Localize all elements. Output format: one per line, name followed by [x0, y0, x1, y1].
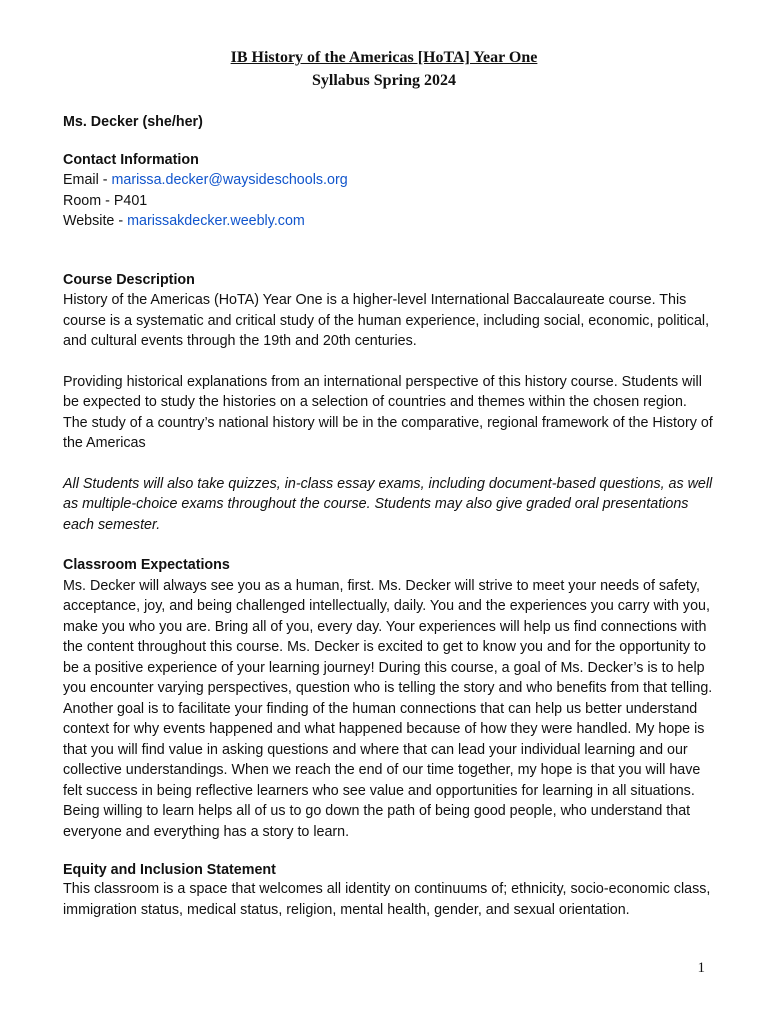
page-number: 1	[697, 960, 705, 976]
equity-paragraph: This classroom is a space that welcomes all identity on continuums of; ethnicity, socio-economic class, immigration status, medical status, religion, mental health, gender, and sexual orientation.	[63, 881, 711, 918]
room-line: Room - P401	[63, 192, 148, 209]
course-description-paragraph-1: History of the Americas (HoTA) Year One is a higher-level International Baccalaureate course. This course is a systematic and critical study of the human experience, including social, economic, political, and cultural events through the 19th and 20th centuries.	[63, 292, 710, 349]
course-description-paragraph-2: Providing historical explanations from an international perspective of this history course. Students will be expected to study the histories on a selection of countries and themes within the chosen region. The study of a country’s national history will be in the comparative, regional framework of the History of the Americas	[63, 373, 713, 451]
equity-heading: Equity and Inclusion Statement	[63, 862, 276, 878]
document-title-block	[0, 46, 768, 92]
document-body	[63, 112, 713, 920]
document-subtitle: Syllabus Spring 2024	[311, 72, 457, 89]
email-label: Email -	[63, 172, 112, 188]
classroom-expectations-heading: Classroom Expectations	[63, 557, 230, 573]
course-description-heading: Course Description	[63, 271, 195, 288]
website-link[interactable]: marissakdecker.weebly.com	[127, 213, 305, 229]
contact-email-line	[63, 170, 713, 191]
classroom-expectations-paragraph: Ms. Decker will always see you as a human, first. Ms. Decker will strive to meet your needs of safety, acceptance, joy, and being challenged intellectually, daily. You and the experiences you carry with you, make you who you are. Bring all of you, every day. Your experiences will help us find connections with the content throughout this course. Ms. Decker is excited to get to know you and for the opportunity to be a positive experience of your learning journey! During this course, a goal of Ms. Decker’s is to help you encounter varying perspectives, question who is telling the story and who benefits from that telling. Another goal is to facilitate your finding of the human connections that can help us better understand context for why events happened and what happened because of how they were handled. My hope is that you will find value in asking questions and where that can lead your individual learning and our collective understandings. When we reach the end of our time together, my hope is that you will have felt success in being reflective learners who see value and opportunities for learning in all situations. Being willing to learn helps all of us to go down the path of being good people, who understand that everyone and everything has a story to learn.	[63, 577, 713, 840]
website-label: Website -	[63, 213, 128, 229]
email-link[interactable]: marissa.decker@waysideschools.org	[111, 172, 348, 188]
teacher-name: Ms. Decker (she/her)	[63, 114, 203, 130]
course-description-paragraph-3: All Students will also take quizzes, in-class essay exams, including document-based questions, as well as multiple-choice exams throughout the course. Students may also give graded oral presentations each semester.	[63, 475, 713, 533]
contact-heading: Contact Information	[63, 151, 199, 168]
document-title: IB History of the Americas [HoTA] Year One	[230, 49, 538, 66]
contact-website-line	[63, 211, 713, 232]
